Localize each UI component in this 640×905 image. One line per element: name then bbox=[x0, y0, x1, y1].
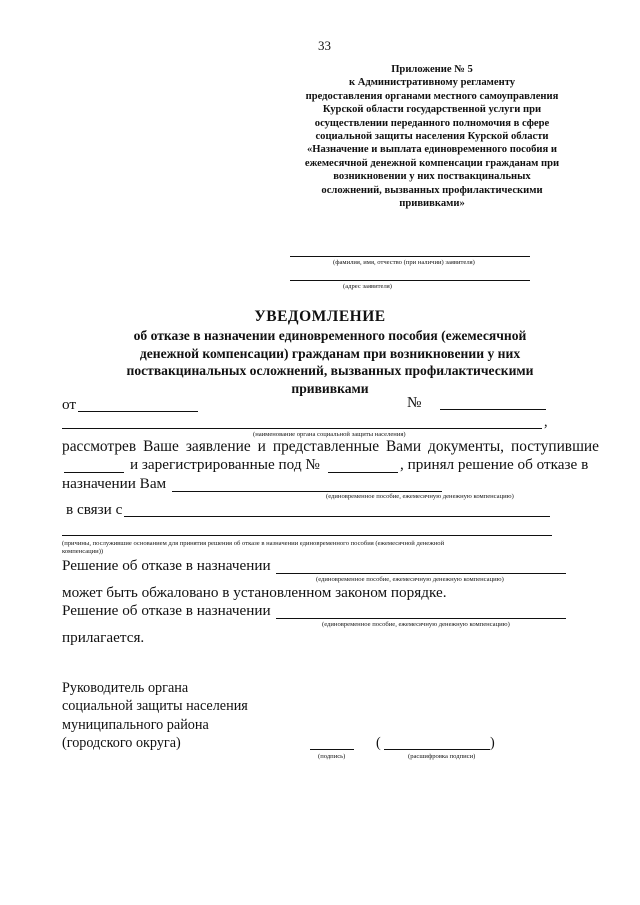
refusal-label-2: Решение об отказе в назначении bbox=[62, 602, 271, 619]
annex-line: возникновении у них поствакцинальных bbox=[333, 171, 531, 183]
paren-close: ) bbox=[490, 735, 495, 751]
due-to-label: в связи с bbox=[66, 501, 123, 518]
authority-name-field[interactable] bbox=[62, 428, 542, 429]
refusal-label-1: Решение об отказе в назначении bbox=[62, 557, 271, 574]
subtitle-line: об отказе в назначении единовременного пособия (ежемесячной bbox=[133, 328, 527, 343]
annex-line: социальной защиты населения Курской области bbox=[315, 131, 549, 143]
benefit-field-2[interactable] bbox=[276, 573, 566, 574]
annex-line: Приложение № 5 bbox=[391, 64, 473, 75]
benefit-field-1[interactable] bbox=[172, 491, 442, 492]
applicant-address-caption: (адрес заявителя) bbox=[343, 283, 392, 290]
signatory-line: Руководитель органа bbox=[62, 680, 189, 696]
paragraph-line-2b: , принял решение об отказе в bbox=[400, 456, 589, 473]
date-field[interactable] bbox=[78, 411, 198, 412]
from-label: от bbox=[62, 396, 77, 413]
applicant-name-caption: (фамилия, имя, отчество (при наличии) заявителя) bbox=[333, 259, 475, 266]
annex-line: к Административному регламенту bbox=[348, 77, 516, 89]
annex-line: Курской области государственной услуги при bbox=[322, 104, 542, 116]
reasons-caption-2: компенсации)) bbox=[62, 548, 104, 555]
subtitle-line: денежной компенсации) гражданам при возникновении у них bbox=[139, 345, 521, 361]
due-to-field[interactable] bbox=[124, 516, 550, 517]
benefit-caption-2: (единовременное пособие, ежемесячную денежную компенсацию) bbox=[316, 576, 504, 583]
appeal-text: может быть обжаловано в установленном законом порядке. bbox=[62, 584, 447, 601]
signatory-line: (городского округа) bbox=[62, 735, 181, 751]
annex-line: ежемесячной денежной компенсации гражданам при bbox=[304, 157, 560, 169]
signatory-line: социальной защиты населения bbox=[62, 698, 248, 714]
subtitle-line: прививками bbox=[291, 380, 369, 396]
number-field[interactable] bbox=[440, 409, 546, 410]
received-date-field[interactable] bbox=[64, 472, 124, 473]
number-label: № bbox=[407, 394, 422, 411]
reasons-caption-1: (причины, послужившие основанием для принятия решения об отказе в назначении единовременного пособия (ежемесячной денежной bbox=[62, 540, 445, 547]
comma: , bbox=[544, 414, 548, 430]
reasons-field[interactable] bbox=[62, 535, 552, 536]
annex-line: прививками» bbox=[399, 198, 465, 210]
benefit-caption-3: (единовременное пособие, ежемесячную денежную компенсацию) bbox=[322, 621, 510, 628]
annex-header bbox=[286, 63, 578, 210]
benefit-field-3[interactable] bbox=[276, 618, 566, 619]
signatory-line: муниципального района bbox=[62, 717, 209, 733]
paragraph-line-1: рассмотрев Ваше заявление и представленные Вами документы, поступившие bbox=[62, 438, 599, 455]
paragraph-line-3: назначении Вам bbox=[62, 475, 167, 492]
notice-title: УВЕДОМЛЕНИЕ bbox=[254, 308, 386, 325]
subtitle-line: поствакцинальных осложнений, вызванных профилактическими bbox=[126, 363, 534, 378]
attached-text: прилагается. bbox=[62, 629, 145, 646]
annex-line: осуществлении переданного полномочия в сфере bbox=[314, 117, 550, 129]
page-number: 33 bbox=[318, 38, 331, 53]
benefit-caption-1: (единовременное пособие, ежемесячную денежную компенсацию) bbox=[326, 493, 514, 500]
notice-subtitle bbox=[100, 327, 560, 397]
annex-line: предоставления органами местного самоуправления bbox=[305, 90, 559, 102]
authority-caption: (наименование органа социальной защиты населения) bbox=[253, 431, 406, 438]
applicant-address-line[interactable] bbox=[290, 280, 530, 281]
signature-caption: (подпись) bbox=[318, 753, 346, 760]
decoding-caption: (расшифровка подписи) bbox=[408, 753, 476, 760]
paren-open: ( bbox=[376, 735, 381, 751]
applicant-name-line[interactable] bbox=[290, 256, 530, 257]
paragraph-line-2a: и зарегистрированные под № bbox=[130, 456, 320, 473]
annex-line: «Назначение и выплата единовременного пособия и bbox=[306, 144, 558, 156]
signature-field[interactable] bbox=[310, 749, 354, 750]
signature-decoding-field[interactable] bbox=[384, 749, 490, 750]
annex-line: осложнений, вызванных профилактическими bbox=[321, 184, 543, 196]
registration-number-field[interactable] bbox=[328, 472, 398, 473]
